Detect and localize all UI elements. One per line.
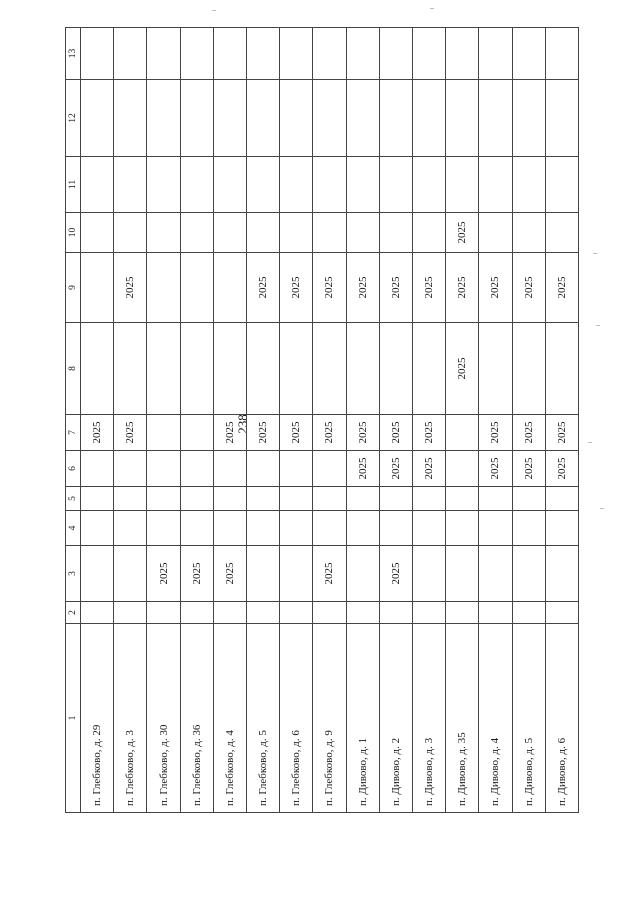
year-cell (412, 511, 445, 546)
year-cell (81, 487, 114, 511)
year-cell (313, 487, 346, 511)
year-cell: 2025 (446, 213, 479, 253)
table-row (180, 28, 213, 813)
year-cell (247, 157, 280, 213)
year-cell (479, 80, 512, 157)
scan-speck (600, 508, 604, 509)
scan-speck (593, 253, 597, 254)
year-cell (346, 323, 379, 415)
address-cell: п. Дивово, д. 35 (446, 624, 479, 813)
year-cell: 2025 (346, 415, 379, 451)
column-number: 4 (66, 511, 81, 546)
table-row (545, 28, 578, 813)
year-cell (180, 28, 213, 80)
year-cell (280, 511, 313, 546)
year-cell (512, 487, 545, 511)
scan-speck (596, 325, 600, 326)
year-cell (412, 602, 445, 624)
year-cell (147, 157, 180, 213)
year-cell (446, 28, 479, 80)
year-cell (346, 602, 379, 624)
year-cell (512, 602, 545, 624)
year-cell: 2025 (512, 415, 545, 451)
year-cell (114, 28, 147, 80)
year-cell (81, 213, 114, 253)
year-cell (280, 80, 313, 157)
year-cell (379, 213, 412, 253)
address-cell: п. Глебково, д. 6 (280, 624, 313, 813)
year-cell (180, 213, 213, 253)
year-cell (180, 487, 213, 511)
year-cell (379, 602, 412, 624)
year-cell (412, 546, 445, 602)
year-cell (545, 602, 578, 624)
year-cell (114, 487, 147, 511)
year-cell (412, 213, 445, 253)
table-row (114, 28, 147, 813)
year-cell (147, 602, 180, 624)
column-number: 6 (66, 451, 81, 487)
year-cell (479, 602, 512, 624)
year-cell (313, 213, 346, 253)
year-cell (213, 602, 246, 624)
year-cell: 2025 (545, 415, 578, 451)
year-cell (180, 451, 213, 487)
year-cell (512, 213, 545, 253)
year-cell (313, 602, 346, 624)
year-cell (512, 80, 545, 157)
year-cell (545, 80, 578, 157)
year-cell (346, 487, 379, 511)
year-cell (147, 511, 180, 546)
table-row (81, 28, 114, 813)
year-cell (147, 213, 180, 253)
year-cell (81, 451, 114, 487)
year-cell (346, 546, 379, 602)
column-number: 9 (66, 253, 81, 323)
year-cell: 2025 (412, 451, 445, 487)
year-cell (379, 157, 412, 213)
year-cell (379, 80, 412, 157)
year-cell (512, 323, 545, 415)
year-cell (446, 511, 479, 546)
year-cell (213, 511, 246, 546)
address-cell: п. Дивово, д. 4 (479, 624, 512, 813)
year-cell (247, 511, 280, 546)
year-cell (545, 28, 578, 80)
address-cell: п. Дивово, д. 2 (379, 624, 412, 813)
address-cell: п. Дивово, д. 1 (346, 624, 379, 813)
year-cell: 2025 (479, 415, 512, 451)
year-cell: 2025 (446, 253, 479, 323)
year-cell (479, 213, 512, 253)
year-cell (346, 157, 379, 213)
table-row (479, 28, 512, 813)
year-cell: 2025 (313, 415, 346, 451)
year-cell: 2025 (479, 253, 512, 323)
address-cell: п. Дивово, д. 3 (412, 624, 445, 813)
address-cell: п. Глебково, д. 36 (180, 624, 213, 813)
year-cell: 2025 (114, 253, 147, 323)
year-cell: 2025 (379, 253, 412, 323)
address-cell: п. Глебково, д. 3 (114, 624, 147, 813)
year-cell (446, 415, 479, 451)
column-number: 1 (66, 624, 81, 813)
year-cell: 2025 (379, 546, 412, 602)
year-cell (114, 451, 147, 487)
year-cell (81, 546, 114, 602)
year-cell: 2025 (545, 253, 578, 323)
year-cell (446, 80, 479, 157)
column-number-row (66, 28, 81, 813)
table-row (379, 28, 412, 813)
column-number: 12 (66, 80, 81, 157)
column-number: 5 (66, 487, 81, 511)
year-cell: 2025 (213, 546, 246, 602)
year-cell: 2025 (114, 415, 147, 451)
year-cell (346, 511, 379, 546)
year-cell (280, 323, 313, 415)
year-cell (247, 451, 280, 487)
address-cell: п. Глебково, д. 29 (81, 624, 114, 813)
year-cell (379, 323, 412, 415)
year-cell: 2025 (379, 451, 412, 487)
year-cell (213, 253, 246, 323)
year-cell (379, 487, 412, 511)
year-cell (446, 157, 479, 213)
year-cell (147, 487, 180, 511)
year-cell (81, 323, 114, 415)
table-row (313, 28, 346, 813)
year-cell (545, 546, 578, 602)
year-cell: 2025 (180, 546, 213, 602)
year-cell: 2025 (512, 451, 545, 487)
year-cell: 2025 (545, 451, 578, 487)
year-cell (313, 323, 346, 415)
year-cell (147, 80, 180, 157)
column-number: 11 (66, 157, 81, 213)
year-cell (446, 546, 479, 602)
year-cell (247, 28, 280, 80)
year-cell (147, 323, 180, 415)
year-cell (512, 28, 545, 80)
table-row (247, 28, 280, 813)
year-cell (545, 323, 578, 415)
year-cell: 2025 (313, 253, 346, 323)
address-cell: п. Дивово, д. 5 (512, 624, 545, 813)
year-cell (280, 157, 313, 213)
year-cell (114, 323, 147, 415)
year-cell (81, 511, 114, 546)
year-cell (479, 487, 512, 511)
year-cell (512, 511, 545, 546)
year-cell (313, 511, 346, 546)
year-cell (446, 487, 479, 511)
year-cell (545, 511, 578, 546)
table-row (147, 28, 180, 813)
table-row (346, 28, 379, 813)
year-cell (247, 213, 280, 253)
column-number: 10 (66, 213, 81, 253)
year-cell (479, 323, 512, 415)
year-cell (247, 323, 280, 415)
scan-speck (588, 442, 592, 443)
year-cell (81, 80, 114, 157)
year-cell (180, 323, 213, 415)
year-cell (545, 487, 578, 511)
table-row (446, 28, 479, 813)
year-cell (180, 415, 213, 451)
year-cell (213, 213, 246, 253)
year-cell (81, 157, 114, 213)
year-cell (412, 323, 445, 415)
year-cell (280, 28, 313, 80)
year-cell (313, 157, 346, 213)
year-cell: 2025 (313, 546, 346, 602)
year-cell (114, 213, 147, 253)
year-cell (114, 511, 147, 546)
year-cell: 2025 (213, 415, 246, 451)
column-number: 3 (66, 546, 81, 602)
year-cell (280, 487, 313, 511)
year-cell (313, 80, 346, 157)
year-cell (280, 451, 313, 487)
year-cell (147, 451, 180, 487)
year-cell: 2025 (346, 253, 379, 323)
column-number: 8 (66, 323, 81, 415)
address-cell: п. Дивово, д. 6 (545, 624, 578, 813)
year-cell (81, 602, 114, 624)
year-cell (280, 213, 313, 253)
scan-speck (212, 10, 216, 11)
year-cell (379, 511, 412, 546)
table-row (280, 28, 313, 813)
year-cell (180, 80, 213, 157)
year-cell (346, 80, 379, 157)
table-body (66, 28, 579, 813)
year-cell (247, 80, 280, 157)
year-cell: 2025 (446, 323, 479, 415)
table-row (512, 28, 545, 813)
year-cell: 2025 (247, 415, 280, 451)
year-cell (81, 253, 114, 323)
year-cell (446, 451, 479, 487)
year-cell (180, 157, 213, 213)
address-cell: п. Глебково, д. 4 (213, 624, 246, 813)
year-cell: 2025 (412, 253, 445, 323)
year-cell (147, 253, 180, 323)
year-cell (147, 28, 180, 80)
year-cell: 2025 (81, 415, 114, 451)
page-number: 238 (235, 414, 250, 434)
year-cell (412, 487, 445, 511)
year-cell (180, 511, 213, 546)
address-cell: п. Глебково, д. 5 (247, 624, 280, 813)
year-cell (280, 602, 313, 624)
column-number: 7 (66, 415, 81, 451)
column-number: 13 (66, 28, 81, 80)
year-cell (213, 157, 246, 213)
year-cell (412, 157, 445, 213)
year-cell (114, 602, 147, 624)
year-cell: 2025 (247, 253, 280, 323)
address-cell: п. Глебково, д. 9 (313, 624, 346, 813)
table-row (213, 28, 246, 813)
year-cell (313, 451, 346, 487)
year-cell (247, 546, 280, 602)
year-cell (213, 487, 246, 511)
year-cell (412, 80, 445, 157)
column-number: 2 (66, 602, 81, 624)
year-cell (213, 80, 246, 157)
year-cell (313, 28, 346, 80)
table-row (412, 28, 445, 813)
year-cell: 2025 (479, 451, 512, 487)
year-cell (114, 546, 147, 602)
year-cell (512, 546, 545, 602)
year-cell (213, 323, 246, 415)
year-cell (213, 28, 246, 80)
year-cell (114, 80, 147, 157)
year-cell (479, 157, 512, 213)
year-cell (346, 28, 379, 80)
year-cell (479, 511, 512, 546)
year-cell (147, 415, 180, 451)
year-cell (379, 28, 412, 80)
year-cell (412, 28, 445, 80)
year-cell: 2025 (280, 415, 313, 451)
year-cell (247, 602, 280, 624)
year-cell (114, 157, 147, 213)
year-cell: 2025 (512, 253, 545, 323)
year-cell (446, 602, 479, 624)
year-cell (213, 451, 246, 487)
year-cell: 2025 (379, 415, 412, 451)
year-cell (545, 213, 578, 253)
year-cell (479, 28, 512, 80)
scan-speck (430, 8, 434, 9)
year-cell: 2025 (147, 546, 180, 602)
year-cell: 2025 (280, 253, 313, 323)
year-cell (512, 157, 545, 213)
year-cell (81, 28, 114, 80)
year-cell: 2025 (412, 415, 445, 451)
year-cell (545, 157, 578, 213)
year-cell (346, 213, 379, 253)
schedule-table (65, 27, 579, 813)
year-cell (180, 602, 213, 624)
rotated-table-container (65, 28, 579, 813)
year-cell (247, 487, 280, 511)
year-cell (180, 253, 213, 323)
address-cell: п. Глебково, д. 30 (147, 624, 180, 813)
year-cell (479, 546, 512, 602)
year-cell: 2025 (346, 451, 379, 487)
year-cell (280, 546, 313, 602)
